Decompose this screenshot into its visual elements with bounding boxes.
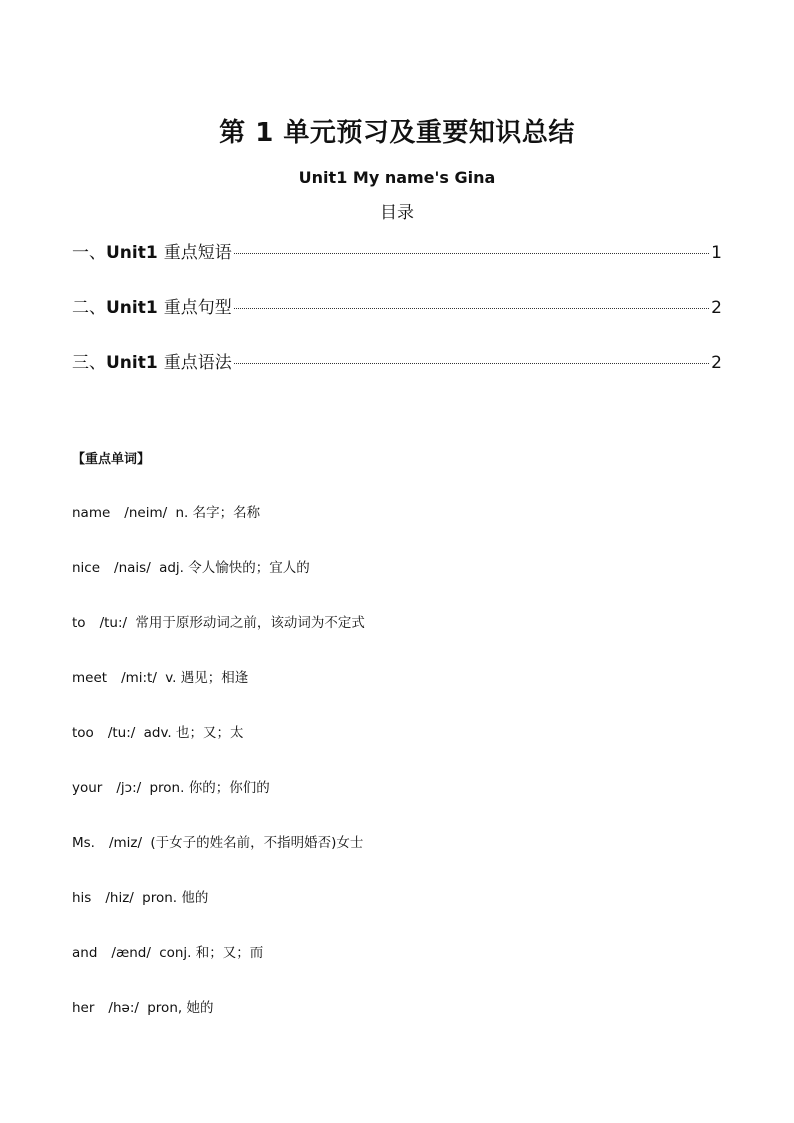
vocab-phonetic: /tu:/ [107,725,136,741]
vocab-meaning: n. 名字；名称 [175,505,261,521]
toc-entry-unit: Unit1 [106,243,158,263]
toc-entry[interactable] [72,348,722,403]
vocab-phonetic: /miz/ [108,835,143,851]
vocab-word: her [72,1000,95,1016]
vocab-item [72,611,722,666]
vocab-word: Ms. [72,835,95,851]
vocab-word: too [72,725,94,741]
vocab-item [72,721,722,776]
vocab-item [72,886,722,941]
vocab-word: name [72,505,111,521]
toc-entry-unit: Unit1 [106,353,158,373]
document-subtitle: Unit1 My name's Gina [298,168,496,187]
toc-entry-page: 2 [711,298,722,318]
vocab-item [72,941,722,996]
vocab-phonetic: /hiz/ [105,890,134,906]
vocab-word: meet [72,670,108,686]
toc-heading: 目录 [380,203,414,223]
vocab-item [72,501,722,556]
vocabulary-list [72,501,722,1051]
toc-entry-number: 三、 [72,353,106,373]
vocab-phonetic: /nais/ [114,560,151,576]
vocab-meaning: v. 遇见；相逢 [165,670,249,686]
vocab-meaning: (于女子的姓名前，不指明婚否)女士 [150,835,364,851]
vocab-item [72,776,722,831]
vocab-word: his [72,890,92,906]
vocab-word: and [72,945,98,961]
toc-entry-label: 重点语法 [163,353,232,373]
vocab-meaning: pron, 她的 [147,1000,214,1016]
vocab-phonetic: /jɔ:/ [116,780,142,796]
toc-entry-label: 重点句型 [163,298,232,318]
vocab-phonetic: /hə:/ [108,1000,139,1016]
vocab-meaning: conj. 和；又；而 [159,945,264,961]
vocab-phonetic: /neim/ [124,505,168,521]
toc-entry-page: 1 [711,243,722,263]
vocab-item [72,556,722,611]
vocab-meaning: adv. 也；又；太 [143,725,244,741]
vocab-meaning: adj. 令人愉快的；宜人的 [159,560,310,576]
toc-dot-leader [234,363,709,364]
vocab-phonetic: /tu:/ [99,615,128,631]
vocab-meaning: pron. 他的 [142,890,209,906]
document-title: 第 1 单元预习及重要知识总结 [219,118,575,148]
vocab-word: to [72,615,86,631]
toc-entry[interactable] [72,293,722,348]
toc-entry-unit: Unit1 [106,298,158,318]
toc-entry-number: 二、 [72,298,106,318]
vocab-phonetic: /mi:t/ [121,670,157,686]
vocab-meaning: pron. 你的；你们的 [149,780,270,796]
vocab-item [72,996,722,1051]
toc-entry[interactable] [72,238,722,293]
vocab-word: your [72,780,103,796]
vocab-meaning: 常用于原形动词之前，该动词为不定式 [135,615,365,631]
toc-entry-number: 一、 [72,243,106,263]
toc-dot-leader [234,308,709,309]
vocab-item [72,666,722,721]
toc-dot-leader [234,253,709,254]
section-heading-key-words: 【重点单词】 [72,452,151,467]
vocab-phonetic: /ænd/ [111,945,151,961]
toc-entry-label: 重点短语 [163,243,232,263]
vocab-word: nice [72,560,101,576]
table-of-contents [72,238,722,403]
toc-entry-page: 2 [711,353,722,373]
vocab-item [72,831,722,886]
